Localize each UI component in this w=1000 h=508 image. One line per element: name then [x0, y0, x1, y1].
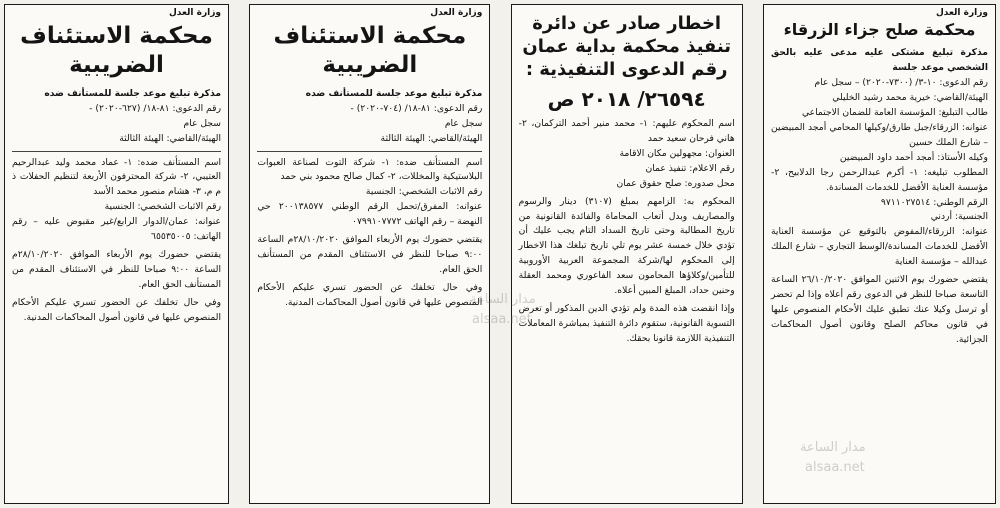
attorney: وكيله الأستاذ: أمجد أحمد داود المبيضين	[839, 151, 988, 163]
notice-tax-appeal-704	[249, 4, 490, 504]
divider	[257, 151, 482, 152]
notice-subtitle: مذكرة تبليغ موعد جلسة للمستأنف ضده	[305, 87, 483, 99]
panel-judge: الهيئة/القاضي: الهيئة الثالثة	[119, 132, 222, 144]
panel-judge: الهيئة/القاضي: الهيئة الثالثة	[380, 132, 483, 144]
newspaper-notices-page	[4, 4, 996, 504]
absence-consequence-text: وفي حال تخلفك عن الحضور تسري عليكم الأحكام المنصوص عليها في قانون أصول المحاكمات المدنية.	[257, 281, 483, 308]
notice-subtitle: مذكرة تبليغ موعد جلسة للمستأنف ضده	[44, 87, 222, 99]
watermark-arabic-2: مدار الساعة	[800, 440, 866, 455]
ministry-label: وزارة العدل	[935, 8, 988, 18]
court-title: محكمة الاستئناف الضريبية	[20, 23, 213, 79]
case-number: رقم الدعوى: ١٠-٣/ (٧٣٠٠-٢٠٢٠) – سجل عام	[814, 77, 988, 89]
national-id: الرقم الوطني: ٩٧١١٠٢٧٥١٤	[880, 196, 988, 208]
requester: طالب التبليغ: المؤسسة العامة للضمان الاجتماعي	[801, 107, 988, 119]
divider	[12, 151, 221, 152]
notice-execution-amman	[511, 4, 743, 504]
respondent-address: عنوانه: عمان/الدوار الرابع/غير مقبوض عليه – رقم الهاتف: ٦٥٥٣٥٠٠٥	[12, 216, 222, 243]
execution-case-number: ٢٦٥٩٤/ ٢٠١٨ ص	[547, 87, 706, 112]
ministry-label: وزارة العدل	[430, 8, 483, 18]
judgment-number: رقم الاعلام: تنفيذ عمان	[645, 162, 735, 174]
convicted-names: اسم المحكوم عليهم: ١- محمد منير أحمد التركمان، ٢- هاني فرحان سعيد حمد	[518, 118, 735, 144]
ministry-label: وزارة العدل	[168, 8, 222, 18]
hearing-date-text: يقتضي حضورك يوم الأربعاء الموافق ٢٨/١٠/٢٠٢٠م الساعة ٩:٠٠ صباحا للنظر في الاستئناف المقدم من المستأنف الحق العام.	[257, 234, 483, 275]
judgment-text: المحكوم به: الزامهم بمبلغ (٣١٠٧) دينار والرسوم والمصاريف وبدل أتعاب المحاماة والفائدة القانونية من تاريخ المطالبة وحتى تاريخ السداد التام يجب عليك أن تؤدي خلال خمسة عشر يوم تلي تاريخ تبلغك هذا الاخطار إلى المحكوم لها/شركة المجموعة العربية الأوروبية للتأمين/وكلاؤها المحامون سعد الفاعوري ومحمد العقلة وحنين حداد، المبلغ المبين أعلاه.	[518, 195, 735, 297]
notice-tax-appeal-627	[4, 4, 229, 504]
court-title: محكمة صلح جزاء الزرقاء	[783, 20, 976, 39]
case-label: رقم الدعوى التنفيذية :	[525, 59, 728, 81]
notice-title-line-2: تنفيذ محكمة بداية عمان	[522, 36, 731, 58]
notice-subtitle: مذكرة تبليغ مشتكى عليه مدعى عليه بالحق الشخصي موعد جلسة	[771, 47, 988, 74]
nationality: الجنسية: أردني	[930, 211, 988, 223]
requester-address: عنوانه: الزرقاء/جبل طارق/وكيلها المحامي أمجد المبيضين – شارع الملك حسين	[771, 122, 988, 148]
notice-zarqa-criminal	[763, 4, 996, 504]
respondent-names: اسم المستأنف ضده: ١- عماد محمد وليد عبدالرحيم العتيبي، ٢- شركة المحترفون الأربعة لتنظيم الحفلات ذ م م، ٣- هشام منصور محمد الأسد	[12, 156, 222, 198]
register-type: سجل عام	[444, 117, 483, 129]
notified-parties: المطلوب تبليغه: ١- أكرم عبدالرحمن رجا الدلابيح، ٢- مؤسسة العناية الأفضل للخدمات المساندة.	[771, 166, 988, 193]
execution-warning-text: وإذا انقضت هذه المدة ولم تؤدي الدين المذكور أو تعرض التسوية القانونية، ستقوم دائرة التنفيذ بمباشرة المعاملات التنفيذية اللازمة قانونا بحقك.	[518, 302, 735, 344]
respondent-address: عنوانه: المفرق/تحمل الرقم الوطني ٢٠٠١٣٨٥٧٧ حي النهضة – رقم الهاتف ٠٧٩٩١٠٧٧٧٢	[257, 201, 483, 228]
notified-address: عنوانه: الزرقاء/المفوض بالتوقيع عن مؤسسة العناية الأفضل للخدمات المساندة/الوسط التجاري – شارع الملك عبدالله – مؤسسة العناية	[771, 226, 988, 268]
respondent-names: اسم المستأنف ضده: ١- شركة التوت لصناعة العبوات البلاستيكية والمخللات، ٢- كمال صالح محمود بني حمد	[257, 156, 483, 183]
panel-judge: الهيئة/القاضي: خيرية محمد رشيد الخليلي	[832, 92, 988, 104]
case-number: رقم الدعوى: ٨١-١٨/ (٦٢٧-٢٠٢٠) -	[89, 102, 222, 114]
address: العنوان: مجهولين مكان الاقامة	[619, 147, 735, 159]
issuing-court: محل صدوره: صلح حقوق عمان	[616, 177, 735, 189]
register-type: سجل عام	[183, 117, 222, 129]
notice-title	[519, 12, 735, 81]
id-nationality: رقم الاثبات الشخصي: الجنسية	[104, 201, 222, 213]
notice-title-line-1: اخطار صادر عن دائرة	[532, 13, 722, 34]
hearing-date-text: يقتضي حضورك يوم الأربعاء الموافق ٢٨/١٠/٢٠٢٠م الساعة ٩:٠٠ صباحا للنظر في الاستئناف المقدم من المستأنف الحق العام.	[12, 248, 222, 290]
court-title: محكمة الاستئناف الضريبية	[273, 23, 467, 79]
hearing-date-text: يقتضي حضورك يوم الاثنين الموافق ٢٦/١٠/٢٠٢٠ الساعة التاسعة صباحا للنظر في الدعوى رقم أعلاه وإذا لم تحضر أو ترسل وكيلا عنك تطبق عليك الأحكام المنصوص عليها في قانون محاكم الصلح وقانون أصول المحاكمات الجزائية.	[771, 274, 988, 345]
watermark-arabic: مدار الساعة	[470, 292, 536, 307]
watermark-url: alsaa.net	[472, 312, 532, 327]
watermark-url-2: alsaa.net	[805, 460, 865, 475]
absence-consequence-text: وفي حال تخلفك عن الحضور تسري عليكم الأحكام المنصوص عليها في قانون أصول المحاكمات المدنية.	[12, 296, 222, 323]
case-number: رقم الدعوى: ٨١-١٨/ (٧٠٤-٢٠٢٠) -	[350, 102, 483, 114]
id-nationality: رقم الاثبات الشخصي: الجنسية	[365, 186, 483, 198]
